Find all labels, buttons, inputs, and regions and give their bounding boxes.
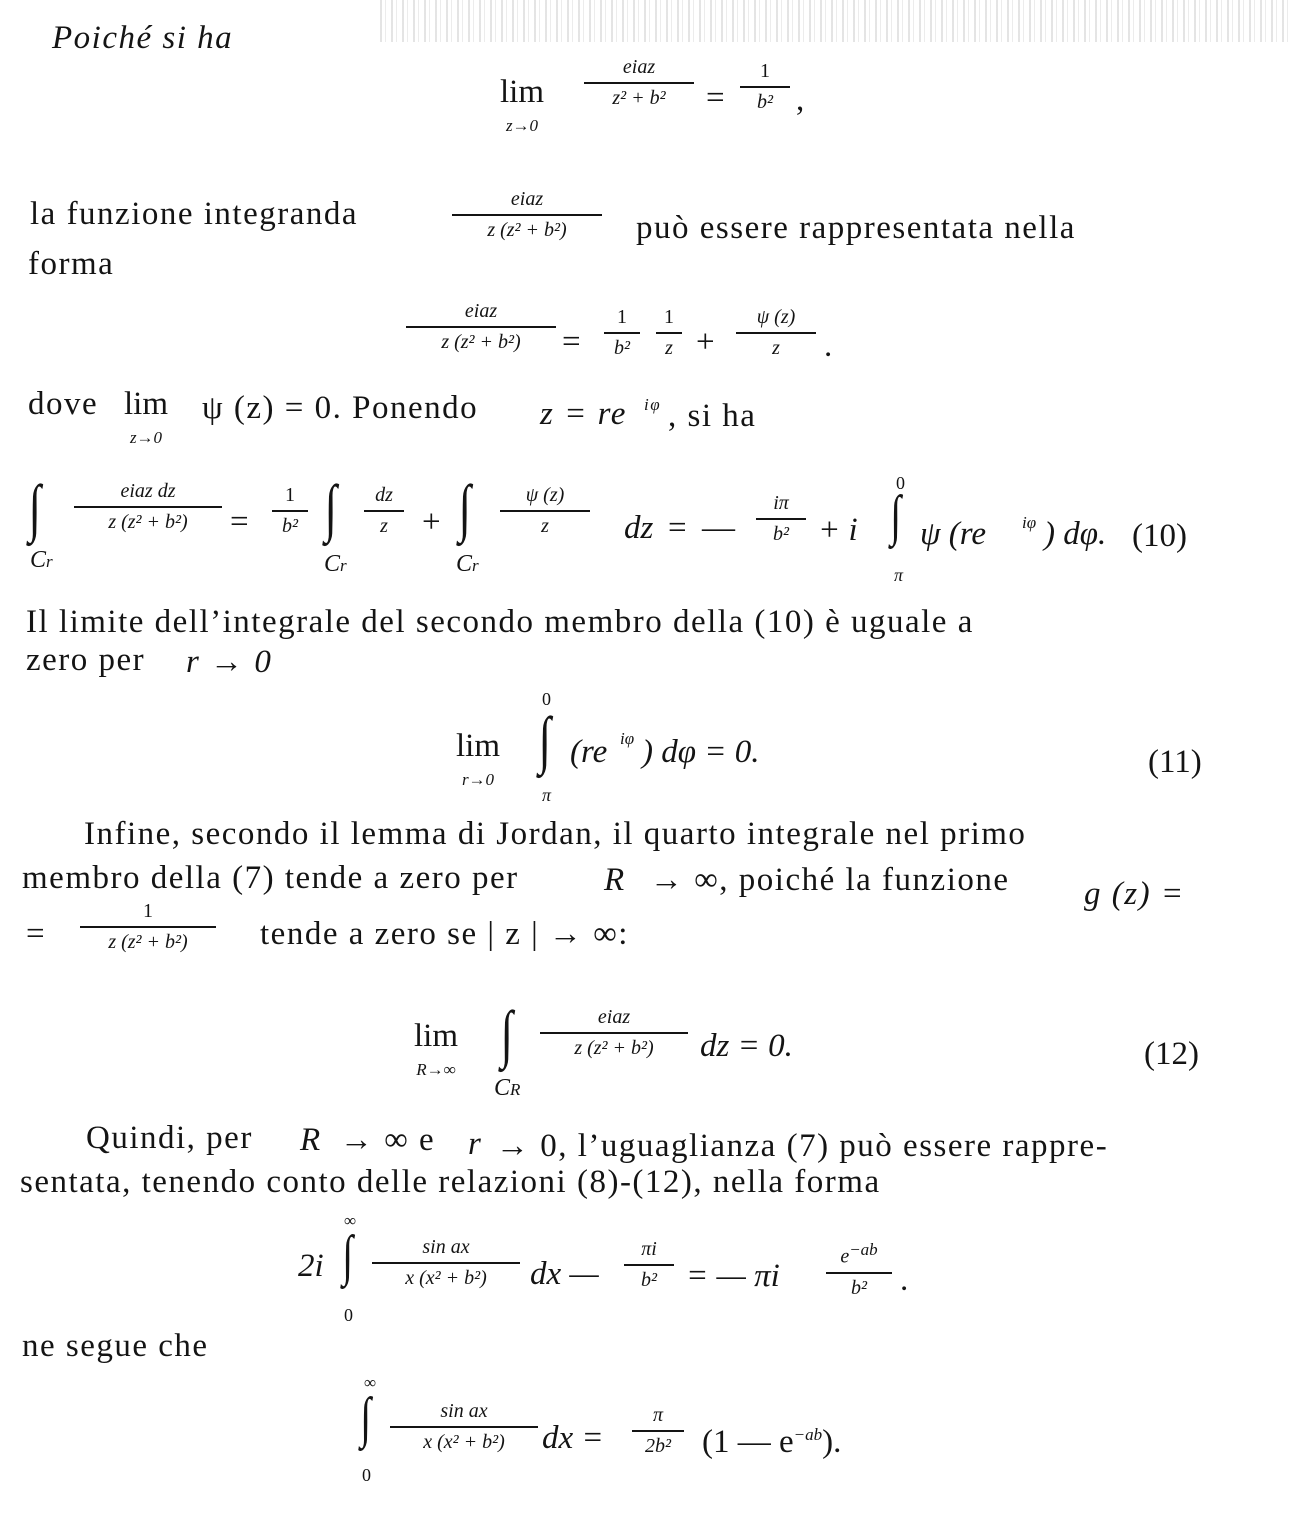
text-line-10e: → 0, l’uguaglianza (7) può essere rappre-: [496, 1128, 1109, 1164]
minus-sign: —: [702, 510, 735, 546]
dz-equals-zero: dz = 0.: [700, 1028, 793, 1064]
text-line-3: forma: [28, 246, 115, 282]
fraction-integrand: eiaz z (z² + b²): [452, 188, 602, 242]
contour-label-Cr-3: Cr: [456, 551, 479, 577]
fraction-1-over-b2: 1 b²: [740, 60, 790, 114]
fraction-sinax-2: sin ax x (x² + b²): [390, 1400, 538, 1454]
plus-i-term: + i: [818, 512, 858, 548]
text-line-10: Quindi, per: [86, 1120, 253, 1156]
equation-number-11: (11): [1148, 744, 1202, 780]
fraction-integrand-2: eiaz z (z² + b²): [406, 300, 556, 354]
fraction-psi-over-z-2: ψ (z) z: [500, 484, 590, 538]
integral-sign-7: ∫: [342, 1225, 354, 1287]
contour-label-Cr-1: Cr: [30, 547, 53, 573]
contour-label-CR: CR: [494, 1075, 521, 1101]
integral-sign-8: ∫: [360, 1387, 372, 1449]
fraction-integrand-3: eiaz z (z² + b²): [540, 1006, 688, 1060]
equals-minus-pi-i: = — πi: [686, 1258, 780, 1294]
period-2: .: [900, 1262, 909, 1298]
upper-limit-inf-2: ∞: [364, 1373, 377, 1392]
lower-limit-0-b: 0: [362, 1465, 371, 1485]
fraction-g-of-z: 1 z (z² + b²): [80, 900, 216, 954]
fraction-psi-over-z: ψ (z) z: [736, 306, 816, 360]
text-line-8b: R: [604, 862, 626, 898]
upper-limit-inf: ∞: [344, 1211, 357, 1230]
text-line-1: Poiché si ha: [52, 20, 234, 56]
fraction-1-over-z: 1 z: [656, 306, 682, 360]
integral-sign-3: ∫: [458, 472, 471, 543]
two-i-term: 2i: [298, 1248, 324, 1284]
plus-sign-2: +: [422, 504, 441, 540]
period: .: [824, 328, 833, 364]
text-line-10b: R: [300, 1122, 322, 1158]
integral-sign-1: ∫: [28, 472, 41, 543]
limit-operator-2: lim z→0: [124, 386, 169, 447]
text-line-10c: → ∞ e: [340, 1122, 436, 1158]
fraction-integrand-dz: eiaz dz z (z² + b²): [74, 480, 222, 534]
text-line-9a: =: [26, 916, 47, 952]
text-line-8d: g (z) =: [1084, 876, 1185, 912]
text-line-11: sentata, tenendo conto delle relazioni (8)-(12), nella forma: [20, 1164, 881, 1200]
text-line-4: dove: [28, 386, 99, 422]
lower-limit-pi: π: [894, 565, 904, 585]
fraction-pi-i-over-b2: πi b²: [624, 1238, 674, 1292]
fraction-1-over-b2-b: 1 b²: [604, 306, 640, 360]
fraction-1-over-b2-c: 1 b²: [272, 484, 308, 538]
dx-equals: dx =: [542, 1420, 604, 1456]
text-line-6: zero per: [26, 642, 146, 678]
integral-sign-6: ∫: [500, 998, 513, 1069]
lower-limit-0: 0: [344, 1305, 353, 1325]
superscript-iphi: iφ: [644, 395, 662, 414]
text-line-6b: r → 0: [186, 644, 273, 680]
fraction-e-ab-over-b2: $e^{-ab}$ b²: [826, 1240, 892, 1300]
lower-limit-pi-b: π: [542, 785, 552, 805]
text-line-9b: tende a zero se | z | → ∞:: [260, 916, 629, 952]
dphi-equals-zero: ) dφ = 0.: [642, 734, 760, 770]
text-line-4b: ψ (z) = 0. Ponendo: [202, 390, 479, 426]
fraction-dz-over-z: dz z: [364, 484, 404, 538]
text-line-12: ne segue che: [22, 1328, 209, 1364]
re-iphi-term: (re: [570, 734, 608, 770]
text-line-4d: , si ha: [668, 398, 757, 434]
equals-sign: =: [706, 80, 725, 116]
fraction-ipi-over-b2: iπ b²: [756, 492, 806, 546]
text-line-10d: r: [468, 1126, 483, 1162]
one-minus-e: (1 — $e^{-ab}$).: [702, 1424, 842, 1460]
fraction-pi-over-2b2: π 2b²: [632, 1404, 684, 1458]
contour-label-Cr-2: Cr: [324, 551, 347, 577]
integral-sign-5: ∫: [538, 704, 551, 775]
equals-sign-2: =: [562, 324, 581, 360]
psi-re-term: ψ (re: [920, 516, 986, 552]
comma: ,: [796, 82, 805, 118]
dz-term: dz: [624, 510, 654, 546]
superscript-iphi-3: iφ: [620, 729, 635, 748]
text-line-2: la funzione integranda: [30, 196, 359, 232]
limit-operator-4: lim R→∞: [414, 1018, 459, 1079]
text-line-4c: z = re: [540, 396, 627, 432]
text-line-7: Infine, secondo il lemma di Jordan, il quarto integrale nel primo: [84, 816, 1027, 852]
scan-noise: [380, 0, 1290, 42]
integral-sign-4: ∫: [890, 485, 902, 547]
dphi-term: ) dφ.: [1044, 516, 1107, 552]
plus-sign: +: [696, 324, 715, 360]
integral-sign-2: ∫: [324, 472, 337, 543]
limit-operator-3: lim r→0: [456, 728, 501, 789]
fraction-eiaz-over-z2b2: eiaz z² + b²: [584, 56, 694, 110]
upper-limit-0: 0: [896, 473, 905, 493]
fraction-sinax: sin ax x (x² + b²): [372, 1236, 520, 1290]
text-line-8: membro della (7) tende a zero per: [22, 860, 519, 896]
text-line-2b: può essere rappresentata nella: [636, 210, 1076, 246]
text-line-8c: → ∞, poiché la funzione: [650, 862, 1010, 898]
dx-minus-term: dx —: [530, 1256, 599, 1292]
equals-sign-4: =: [668, 510, 687, 546]
equation-number-10: (10): [1132, 518, 1187, 554]
text-line-5: Il limite dell’integrale del secondo membro della (10) è uguale a: [26, 604, 974, 640]
superscript-iphi-2: iφ: [1022, 513, 1037, 532]
equation-number-12: (12): [1144, 1036, 1199, 1072]
equals-sign-3: =: [230, 504, 249, 540]
limit-operator: lim z→0: [500, 74, 545, 135]
upper-limit-0-b: 0: [542, 689, 551, 709]
